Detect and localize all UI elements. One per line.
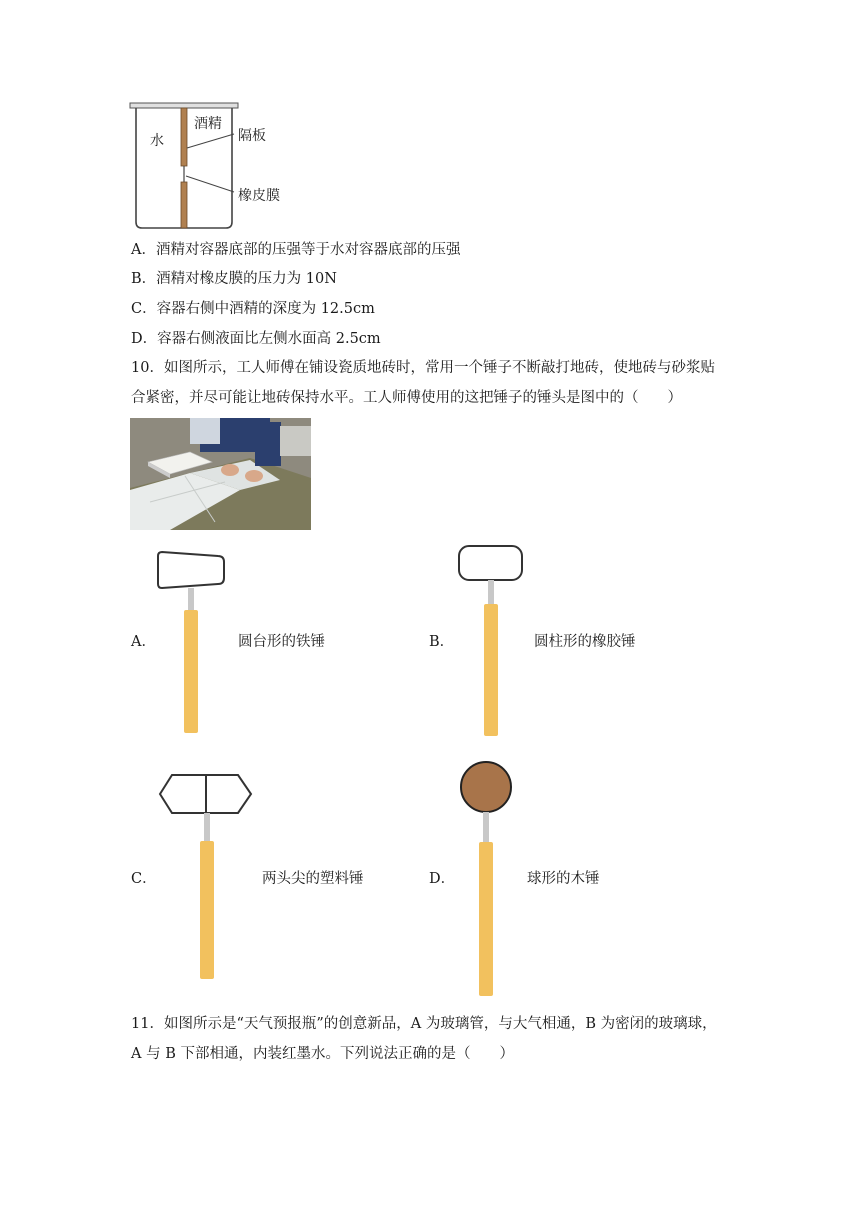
q9-option-a: A．酒精对容器底部的压强等于水对容器底部的压强 [131, 242, 461, 258]
q10-option-d-desc: 球形的木锤 [527, 871, 600, 887]
membrane-label: 橡皮膜 [238, 188, 280, 204]
hammer-shaft [483, 812, 489, 842]
partition-upper [181, 108, 187, 166]
q9-option-c: C．容器右侧中酒精的深度为 12.5cm [131, 301, 375, 317]
hammer-handle [200, 841, 214, 979]
water-label: 水 [150, 133, 164, 149]
q9-option-b: B．酒精对橡皮膜的压力为 10N [131, 271, 337, 287]
partition-lower [181, 182, 187, 228]
hammer-a-figure [156, 550, 228, 735]
hammer-handle [484, 604, 498, 736]
hammer-c-figure [158, 772, 254, 982]
alcohol-label: 酒精 [194, 116, 222, 132]
hammer-handle [479, 842, 493, 996]
container-figure [128, 100, 298, 235]
hammer-handle [184, 610, 198, 733]
q10-option-a-letter: A． [131, 634, 156, 650]
hammer-b-figure [456, 543, 528, 738]
hammer-shaft [188, 588, 194, 610]
q10-option-b-desc: 圆柱形的橡胶锤 [534, 634, 636, 650]
q10-option-c-letter: C． [131, 871, 157, 887]
q10-stem-line2: 合紧密，并尽可能让地砖保持水平。工人师傅使用的这把锤子的锤头是图中的（ ） [131, 390, 682, 406]
q9-option-d: D．容器右侧液面比左侧水面高 2.5cm [131, 331, 381, 347]
tile-laying-photo [130, 418, 311, 530]
hammer-shaft [204, 813, 210, 841]
q10-stem-line1: 10．如图所示，工人师傅在铺设瓷质地砖时，常用一个锤子不断敲打地砖，使地砖与砂浆贴 [131, 360, 715, 376]
ball-head [461, 762, 511, 812]
hammer-d-figure [458, 760, 518, 1000]
q10-option-c-desc: 两头尖的塑料锤 [262, 871, 364, 887]
cylinder-head [459, 546, 522, 580]
q11-stem-line1: 11．如图所示是“天气预报瓶”的创意新品，A 为玻璃管，与大气相通，B 为密闭的玻璃球， [131, 1016, 717, 1032]
hammer-shaft [488, 580, 494, 604]
q10-option-a-desc: 圆台形的铁锤 [238, 634, 325, 650]
q11-stem-line2: A 与 B 下部相通，内装红墨水。下列说法正确的是（ ） [131, 1046, 514, 1062]
partition-label: 隔板 [238, 128, 266, 144]
frustum-head [158, 552, 224, 588]
q10-option-d-letter: D． [429, 871, 456, 887]
q10-option-b-letter: B． [429, 634, 455, 650]
